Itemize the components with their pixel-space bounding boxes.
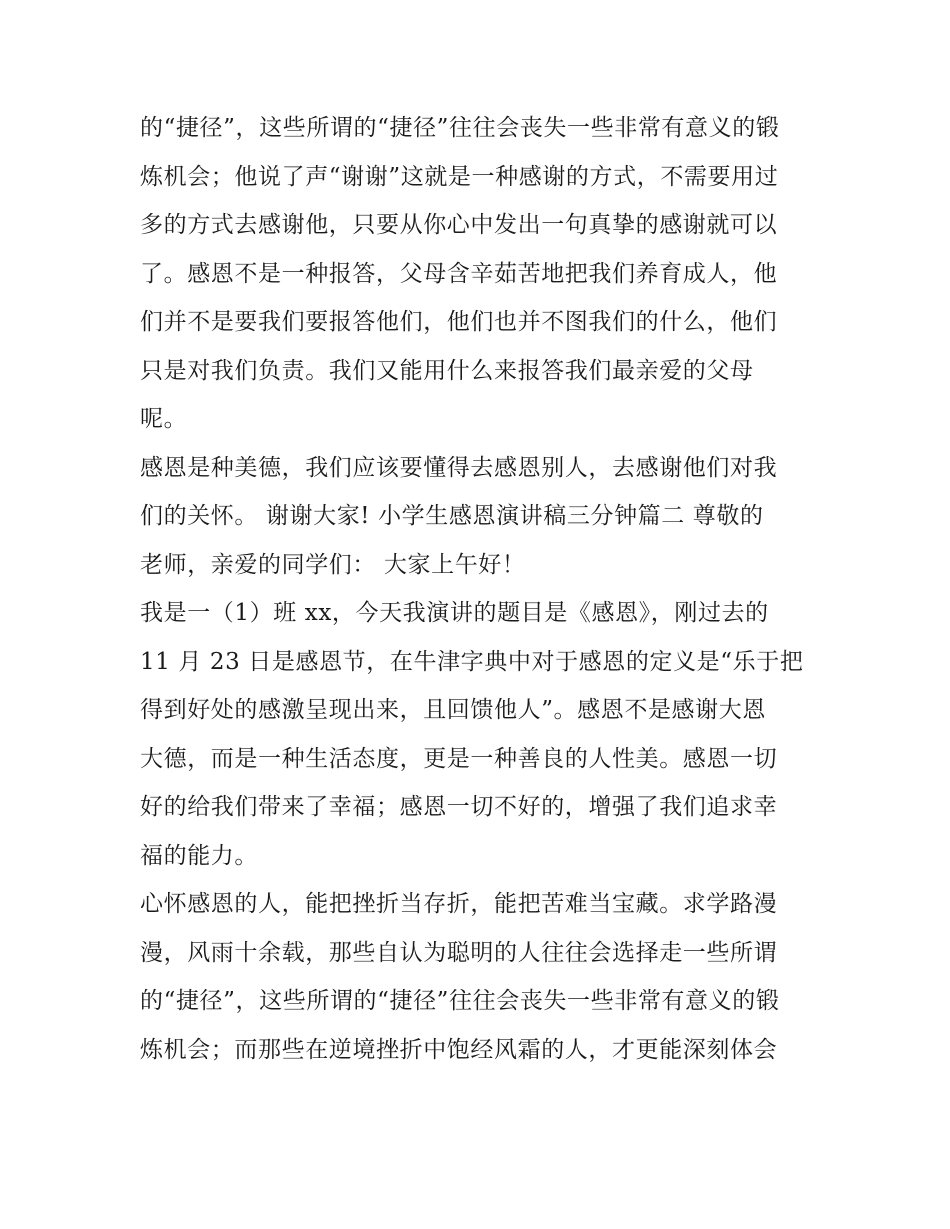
body-text xyxy=(140,104,830,1074)
text-line: 福的能力。 xyxy=(140,842,258,869)
text-line: 好的给我们带来了幸福；感恩一切不好的，增强了我们追求幸 xyxy=(140,794,778,820)
text-line: 只是对我们负责。我们又能用什么来报答我们最亲爱的父母 xyxy=(140,357,754,384)
text-line: 了。感恩不是一种报答，父母含辛茹苦地把我们养育成人，他 xyxy=(140,260,778,287)
text-line: 的“捷径”，这些所谓的“捷径”往往会丧失一些非常有意义的锻 xyxy=(140,988,780,1014)
text-line: 的“捷径”，这些所谓的“捷径”往往会丧失一些非常有意义的锻 xyxy=(140,115,780,141)
text-line: 得到好处的感激呈现出来，且回馈他人”。感恩不是感谢大恩 xyxy=(140,697,766,723)
text-line: 11 月 23 日是感恩节，在牛津字典中对于感恩的定义是“乐于把 xyxy=(140,648,804,675)
text-line: 呢。 xyxy=(140,406,188,432)
text-line: 我是一（1）班 xx，今天我演讲的题目是《感恩》，刚过去的 xyxy=(140,600,769,626)
text-line: 感恩是种美德，我们应该要懂得去感恩别人，去感谢他们对我 xyxy=(140,454,778,481)
text-line: 老师，亲爱的同学们： 大家上午好！ xyxy=(140,551,526,578)
text-line: 炼机会；而那些在逆境挫折中饱经风霜的人，才更能深刻体会 xyxy=(140,1036,778,1063)
text-line: 们并不是要我们要报答他们，他们也并不图我们的什么，他们 xyxy=(140,309,778,335)
text-line: 大德，而是一种生活态度，更是一种善良的人性美。感恩一切 xyxy=(140,745,778,772)
text-line: 们的关怀。 谢谢大家! 小学生感恩演讲稿三分钟篇二 尊敬的 xyxy=(140,503,764,529)
text-line: 炼机会；他说了声“谢谢”这就是一种感谢的方式，不需要用过 xyxy=(140,163,779,190)
text-line: 漫，风雨十余载，那些自认为聪明的人往往会选择走一些所谓 xyxy=(140,939,778,966)
text-line: 心怀感恩的人，能把挫折当存折，能把苦难当宝藏。求学路漫 xyxy=(140,891,778,917)
text-line: 多的方式去感谢他，只要从你心中发出一句真挚的感谢就可以 xyxy=(140,212,778,238)
